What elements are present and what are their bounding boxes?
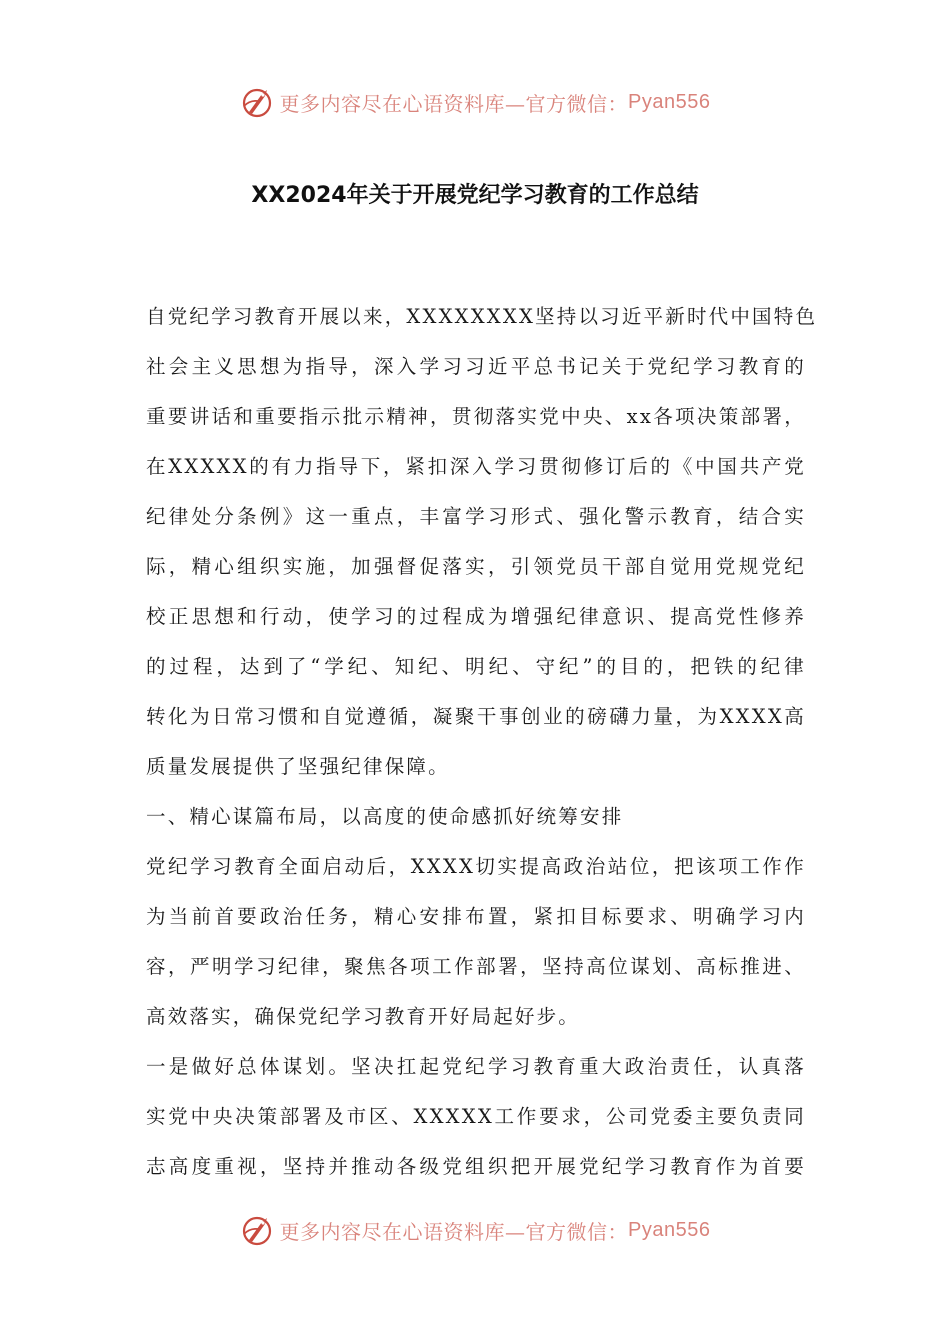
text-line: 一是做好总体谋划。坚决扛起党纪学习教育重大政治责任，认真落 [146,1055,806,1078]
text-line: 重要讲话和重要指示批示精神，贯彻落实党中央、xx各项决策部署， [146,405,806,428]
text-line: 实党中央决策部署及市区、XXXXX工作要求，公司党委主要负责同 [146,1105,806,1128]
text-line: 容，严明学习纪律，聚焦各项工作部署，坚持高位谋划、高标推进、 [146,955,806,978]
watermark-account: Pyan556 [628,1218,711,1241]
text-line: 纪律处分条例》这一重点，丰富学习形式、强化警示教育，结合实 [146,505,806,528]
watermark-footer [0,1208,950,1252]
text-line: 社会主义思想为指导，深入学习习近平总书记关于党纪学习教育的 [146,355,806,378]
document-body [146,297,818,1197]
text-line: 高效落实，确保党纪学习教育开好局起好步。 [146,1005,581,1028]
text-line: 际，精心组织实施，加强督促落实，引领党员干部自觉用党规党纪 [146,555,806,578]
text-line: 一、精心谋篇布局，以高度的使命感抓好统筹安排 [146,805,624,828]
watermark-brand-text: 更多内容尽在心语资料库—官方微信： [279,1219,629,1244]
pen-nib-circle-icon [240,1212,276,1248]
pen-nib-circle-icon [240,84,276,120]
text-line: 质量发展提供了坚强纪律保障。 [146,755,450,778]
text-line: 为当前首要政治任务，精心安排布置，紧扣目标要求、明确学习内 [146,905,806,928]
text-line: 志高度重视，坚持并推动各级党组织把开展党纪学习教育作为首要 [146,1155,806,1178]
text-line: 党纪学习教育全面启动后，XXXX切实提高政治站位，把该项工作作 [146,855,806,878]
text-line: 转化为日常习惯和自觉遵循，凝聚干事创业的磅礴力量，为XXXX高 [146,705,806,728]
watermark-brand-text: 更多内容尽在心语资料库—官方微信： [279,91,629,116]
watermark-account: Pyan556 [628,90,711,113]
text-line: 自党纪学习教育开展以来，XXXXXXXX坚持以习近平新时代中国特色 [146,305,818,328]
text-line: 的过程，达到了“学纪、知纪、明纪、守纪”的目的，把铁的纪律 [146,655,806,678]
watermark-header [0,80,950,124]
text-line: 在XXXXX的有力指导下，紧扣深入学习贯彻修订后的《中国共产党 [146,455,806,478]
text-line: 校正思想和行动，使学习的过程成为增强纪律意识、提高党性修养 [146,605,806,628]
document-title: XX2024年关于开展党纪学习教育的工作总结 [251,183,699,208]
